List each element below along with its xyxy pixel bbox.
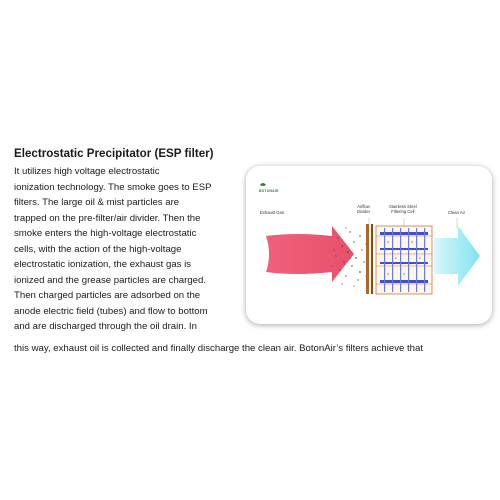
label-filtering-cell: Stainless Steel Filtering Cell	[389, 204, 417, 214]
botonair-logo-icon	[260, 183, 266, 186]
body-line: smoke enters the high-voltage electrostatic	[14, 228, 197, 239]
body-line: electrostatic ionization, the exhaust gas is	[14, 259, 192, 270]
article-last-line: this way, exhaust oil is collected and finally discharge the clean air. BotonAir’s filters achieve that	[14, 343, 424, 354]
article-heading: Electrostatic Precipitator (ESP filter)	[14, 147, 214, 160]
article-body	[14, 164, 240, 335]
label-clean-air: Clean Air	[448, 210, 465, 215]
airflow-divider	[366, 224, 373, 294]
body-line: ionized and the grease particles are charged.	[14, 274, 206, 286]
clean-air-arrow	[434, 226, 480, 286]
esp-diagram	[246, 166, 492, 324]
body-line: It utilizes high voltage electrostatic	[14, 166, 160, 177]
body-line: and are discharged through the oil drain. In	[14, 321, 197, 332]
body-line: anode electric field (tubes) and flow to bottom	[14, 305, 208, 317]
body-line: ionization technology. The smoke goes to ESP	[14, 181, 212, 193]
label-exhaust-gas: Exhaust Gas	[260, 210, 284, 215]
body-line: filters. The large oil & mist particles are	[14, 197, 180, 208]
body-line: cells, with the action of the high-voltage	[14, 243, 182, 255]
esp-diagram-graphic	[246, 166, 492, 324]
body-line: Then charged particles are adsorbed on the	[14, 290, 201, 301]
label-airflow-divider: Airflow Divider	[357, 204, 371, 214]
exhaust-arrow	[266, 226, 354, 282]
body-line: trapped on the pre-filter/air divider. Then the	[14, 212, 201, 224]
botonair-logo-text: BOTONAIR	[259, 189, 279, 193]
filtering-cell	[376, 226, 432, 294]
